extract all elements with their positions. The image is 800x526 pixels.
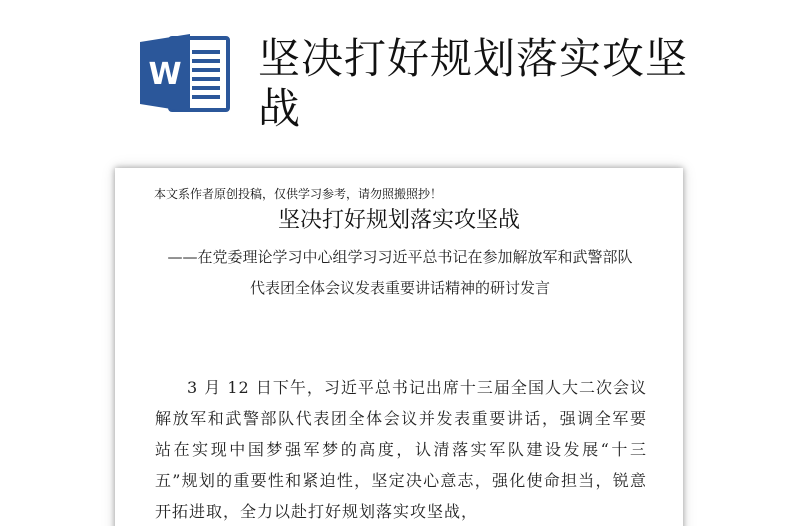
document-page: [115, 168, 683, 526]
word-icon-letter: W: [148, 57, 182, 92]
document-subtitle: ——在党委理论学习中心组学习习近平总书记在参加解放军和武警部队代表团全体会议发表重要讲话精神的研讨发言: [167, 248, 633, 297]
page-title: 坚决打好规划落实攻坚战: [258, 34, 689, 133]
word-document-icon: [140, 32, 230, 114]
copyright-notice: 本文系作者原创投稿，仅供学习参考，请勿照搬照抄！: [154, 187, 443, 201]
document-body-paragraph: 3 月 12 日下午，习近平总书记出席十三届全国人大二次会议解放军和武警部队代表团全体会议并发表重要讲话，强调全军要站在实现中国梦强军梦的高度，认清落实军队建设发展“十三五”规划的重要性和紧迫性，坚定决心意志，强化使命担当，锐意开拓进取，全力以赴打好规划落实攻坚战，: [155, 378, 647, 521]
document-title: 坚决打好规划落实攻坚战: [277, 208, 520, 233]
